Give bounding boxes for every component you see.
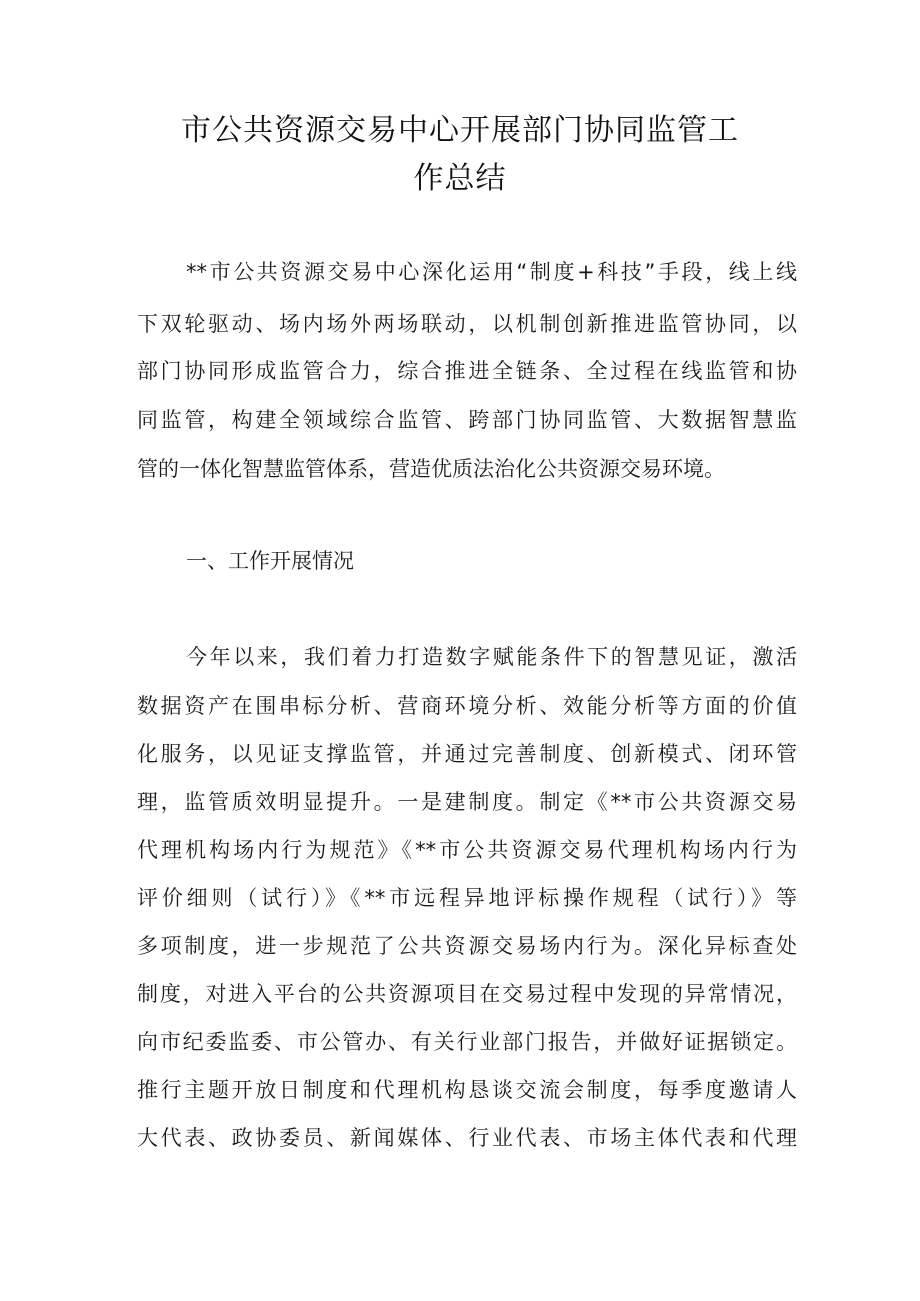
section-paragraph-line: 多项制度，进一步规范了公共资源交易场内行为。深化异标查处 xyxy=(137,934,797,958)
section-paragraph-line: 理，监管质效明显提升。一是建制度。制定《**市公共资源交易 xyxy=(137,790,797,814)
intro-paragraph-line: 下双轮驱动、场内场外两场联动，以机制创新推进监管协同，以 xyxy=(137,312,797,336)
section-paragraph-line: 代理机构场内行为规范》《**市公共资源交易代理机构场内行为 xyxy=(137,838,797,862)
intro-paragraph-line: 管的一体化智慧监管体系，营造优质法治化公共资源交易环境。 xyxy=(137,457,725,481)
section-paragraph-line: 评价细则（试行）》《**市远程异地评标操作规程（试行）》等 xyxy=(137,886,797,910)
section-paragraph-line: 今年以来，我们着力打造数字赋能条件下的智慧见证，激活 xyxy=(186,645,797,669)
section-paragraph-line: 大代表、政协委员、新闻媒体、行业代表、市场主体代表和代理 xyxy=(137,1126,797,1150)
section-heading: 一、工作开展情况 xyxy=(186,549,354,573)
section-paragraph-line: 化服务，以见证支撑监管，并通过完善制度、创新模式、闭环管 xyxy=(137,742,797,766)
section-paragraph-line: 推行主题开放日制度和代理机构恳谈交流会制度，每季度邀请人 xyxy=(137,1078,797,1102)
document-title-line-1: 市公共资源交易中心开展部门协同监管工 xyxy=(181,113,739,148)
section-paragraph-line: 制度，对进入平台的公共资源项目在交易过程中发现的异常情况， xyxy=(137,982,797,1006)
intro-paragraph-line: **市公共资源交易中心深化运用“制度+科技”手段，线上线 xyxy=(186,260,797,284)
section-paragraph-line: 数据资产在围串标分析、营商环境分析、效能分析等方面的价值 xyxy=(137,694,797,718)
section-paragraph-line: 向市纪委监委、市公管办、有关行业部门报告，并做好证据锁定。 xyxy=(137,1030,797,1054)
intro-paragraph-line: 部门协同形成监管合力，综合推进全链条、全过程在线监管和协 xyxy=(137,359,797,383)
intro-paragraph-line: 同监管，构建全领域综合监管、跨部门协同监管、大数据智慧监 xyxy=(137,408,797,432)
document-title-line-2: 作总结 xyxy=(413,161,507,196)
